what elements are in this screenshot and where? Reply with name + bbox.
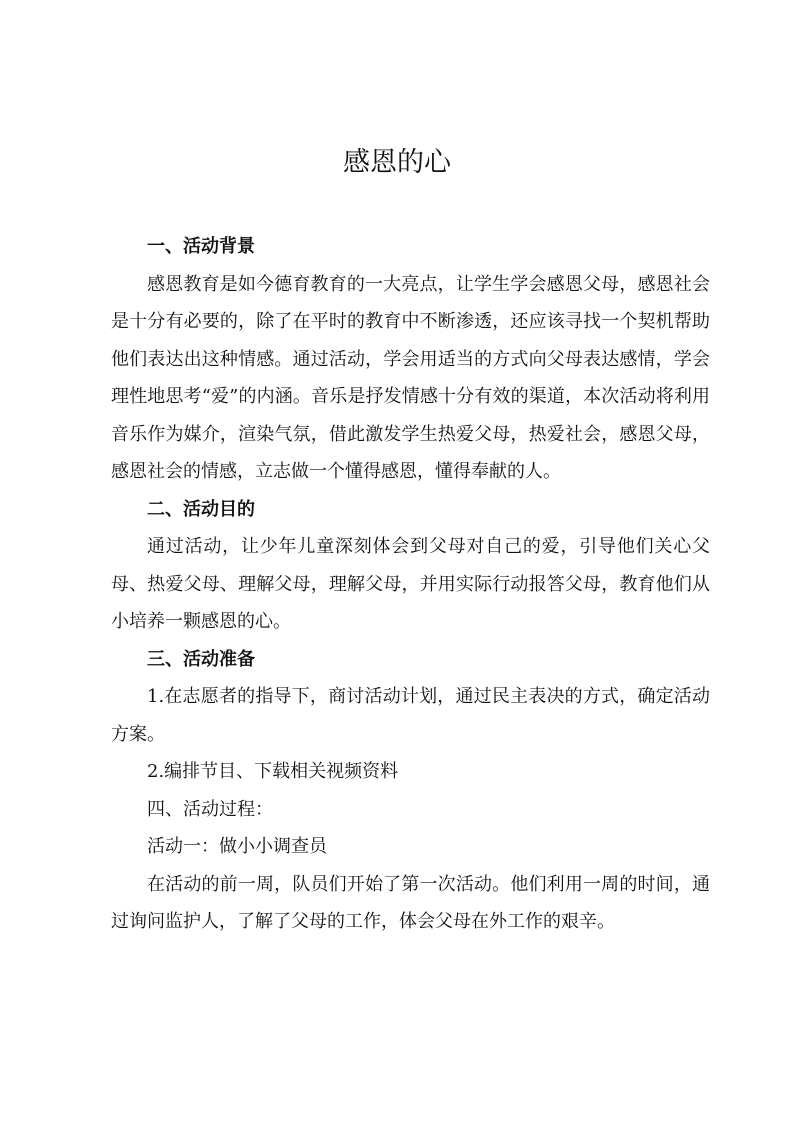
paragraph-preparation-item-1: 1.在志愿者的指导下，商讨活动计划，通过民主表决的方式，确定活动方案。 — [111, 686, 710, 745]
section-heading-purpose: 二、活动目的 — [147, 498, 255, 520]
paragraph-purpose: 通过活动，让少年儿童深刻体会到父母对自己的爱，引导他们关心父母、热爱父母、理解父母，理解父母，并用实际行动报答父母，教育他们从小培养一颗感恩的心。 — [111, 536, 710, 632]
paragraph-activity-one: 在活动的前一周，队员们开始了第一次活动。他们利用一周的时间，通过询问监护人，了解了父母的工作，体会父母在外工作的艰辛。 — [111, 873, 710, 932]
paragraph-preparation-item-2: 2.编排节目、下载相关视频资料 — [147, 761, 399, 782]
paragraph-background: 感恩教育是如今德育教育的一大亮点，让学生学会感恩父母，感恩社会是十分有必要的，除了在平时的教育中不断渗透，还应该寻找一个契机帮助他们表达出这种情感。通过活动，学会用适当的方式向父母表达感情，学会理性地思考“爱”的内涵。音乐是抒发情感十分有效的渠道，本次活动将利用音乐作为媒介，渲染气氛，借此激发学生热爱父母，热爱社会，感恩父母，感恩社会的情感，立志做一个懂得感恩，懂得奉献的人。 — [111, 273, 710, 482]
document-title: 感恩的心 — [343, 147, 451, 178]
section-heading-background: 一、活动背景 — [147, 236, 255, 257]
section-heading-preparation: 三、活动准备 — [147, 648, 255, 670]
section-heading-process: 四、活动过程： — [147, 798, 273, 820]
activity-one-title: 活动一：做小小调查员 — [147, 836, 327, 857]
document-body — [111, 228, 710, 941]
